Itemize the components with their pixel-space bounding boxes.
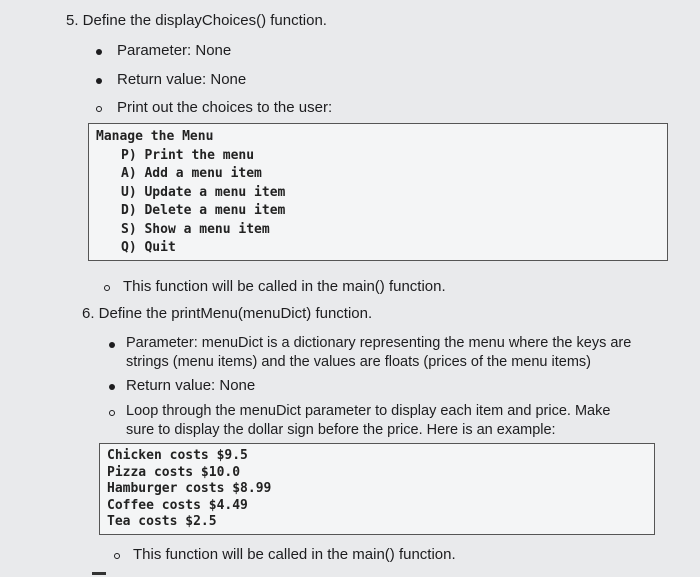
code-line: Q) Quit	[121, 240, 176, 255]
code-line: A) Add a menu item	[121, 166, 262, 181]
code-line: U) Update a menu item	[121, 184, 286, 200]
hollow-bullet-icon	[114, 553, 120, 559]
bullet-icon	[109, 384, 115, 390]
bullet-icon	[96, 49, 102, 55]
hollow-bullet-icon	[104, 285, 110, 291]
hollow-bullet-icon	[96, 106, 102, 112]
s6-parameter-line-2: strings (menu items) and the values are floats (prices of the menu items)	[126, 354, 591, 370]
code-line: D) Delete a menu item	[121, 203, 286, 218]
s5-parameter-bullet: Parameter: None	[117, 42, 232, 59]
bullet-icon	[109, 342, 115, 348]
s6-return-bullet: Return value: None	[126, 377, 256, 394]
page-edge-mark	[92, 572, 106, 575]
code-line: P) Print the menu	[121, 147, 255, 163]
s5-return-bullet: Return value: None	[117, 71, 247, 88]
hollow-bullet-icon	[109, 410, 115, 416]
s5-main-note: This function will be called in the main() function.	[123, 278, 446, 295]
section-6-heading: 6. Define the printMenu(menuDict) function.	[82, 305, 373, 322]
code-line: Pizza costs $10.0	[107, 464, 241, 480]
s6-loop-line-2: sure to display the dollar sign before the price. Here is an example:	[126, 422, 556, 438]
s6-code-box	[99, 443, 655, 535]
s5-code-box	[88, 123, 668, 261]
section-5-heading: 5. Define the displayChoices() function.	[66, 12, 327, 29]
code-line: Hamburger costs $8.99	[107, 481, 272, 496]
code-line: Coffee costs $4.49	[107, 497, 248, 513]
bullet-icon	[96, 78, 102, 84]
code-line: Tea costs $2.5	[107, 514, 217, 529]
s6-parameter-line-1: Parameter: menuDict is a dictionary representing the menu where the keys are	[126, 335, 632, 351]
code-line: Chicken costs $9.5	[107, 448, 248, 463]
code-line: S) Show a menu item	[121, 221, 270, 237]
s5-print-subbullet: Print out the choices to the user:	[117, 99, 333, 116]
code-line: Manage the Menu	[96, 129, 214, 144]
s6-main-note: This function will be called in the main() function.	[133, 546, 456, 563]
s6-loop-line-1: Loop through the menuDict parameter to display each item and price. Make	[126, 403, 611, 419]
